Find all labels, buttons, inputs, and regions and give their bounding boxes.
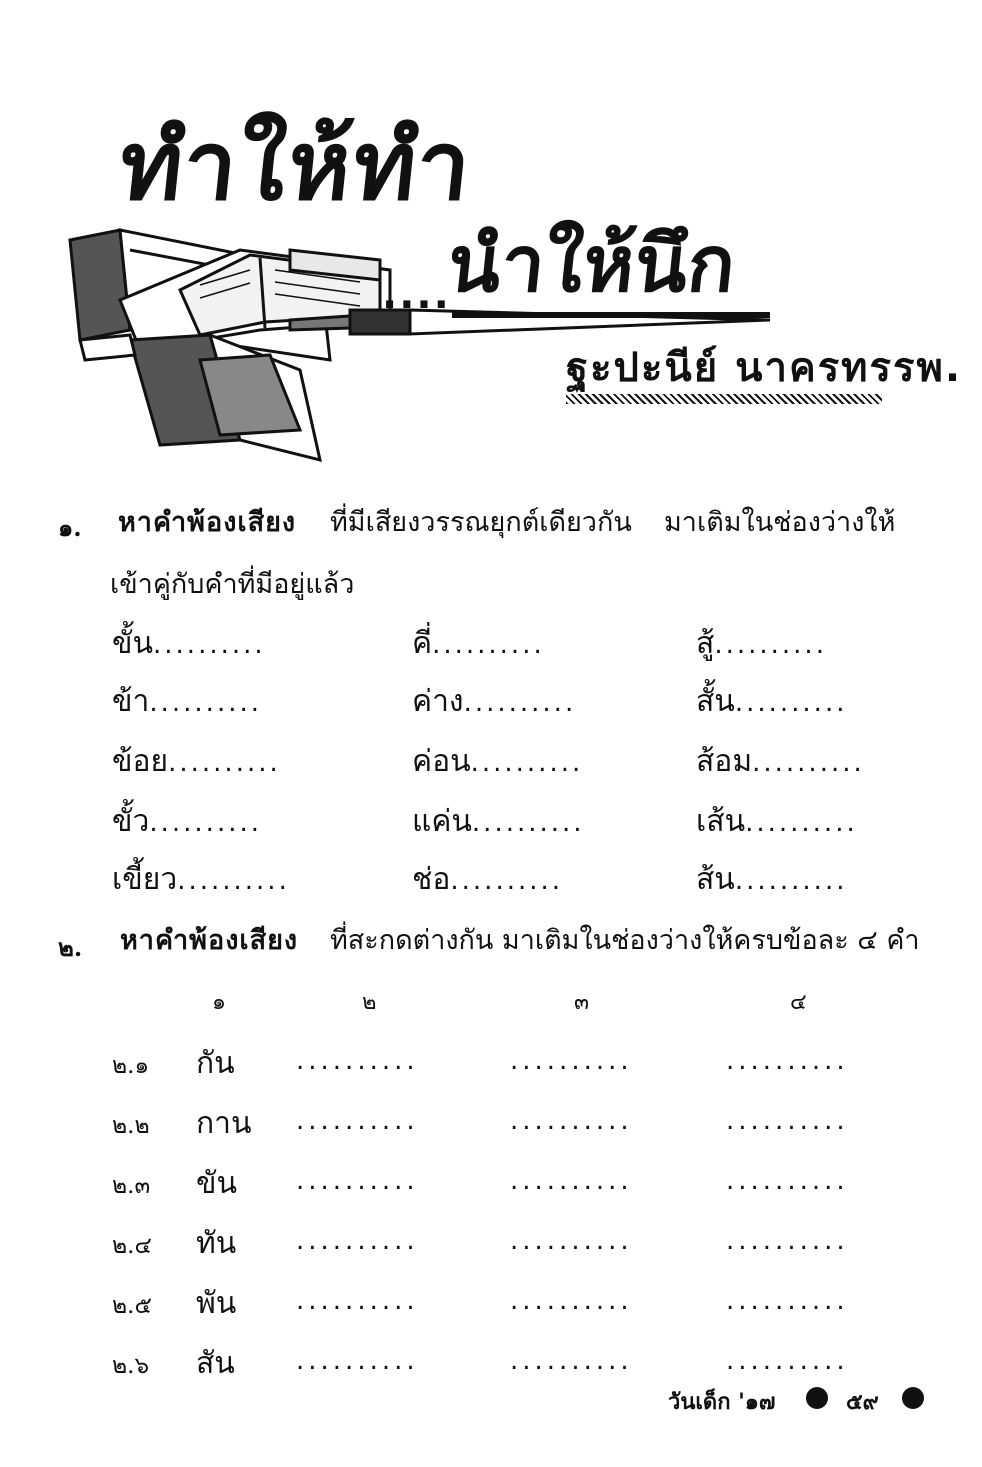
section-2-blank[interactable]: ..........	[296, 1166, 419, 1196]
section-1-number: ๑.	[58, 513, 82, 542]
section-1-cell	[696, 856, 847, 903]
section-1-word: เส้น	[696, 804, 746, 839]
footer-bullet-1	[806, 1387, 828, 1409]
footer-magazine: วันเด็ก '๑๗	[668, 1390, 776, 1415]
section-1-cell	[696, 798, 858, 845]
title-underline	[452, 312, 770, 318]
section-1-word: ค่าง	[412, 684, 464, 719]
section-2-row-word: พัน	[196, 1286, 237, 1321]
section-1-word: ขั้ว	[112, 804, 150, 839]
section-2-blank[interactable]: ..........	[726, 1226, 849, 1256]
section-1-cell	[696, 620, 827, 667]
section-1-word: ขั้น	[112, 626, 154, 661]
section-1-word: เขี้ยว	[112, 862, 178, 897]
section-2-column-header: ๔	[790, 990, 807, 1015]
section-2-row-number: ๒.๕	[112, 1293, 152, 1319]
section-2-heading: หาคำพ้องเสียง	[120, 925, 299, 956]
section-1-word: สู้	[696, 626, 715, 661]
section-1-word: ส้อม	[696, 744, 753, 779]
section-2-row-number: ๒.๑	[112, 1053, 150, 1079]
section-1-blank[interactable]: ..........	[149, 688, 263, 718]
title-line-1: ทำให้ทำ	[114, 110, 479, 222]
section-1-cell	[696, 738, 865, 785]
section-2-blank[interactable]: ..........	[510, 1106, 633, 1136]
section-2-blank[interactable]: ..........	[726, 1046, 849, 1076]
author-hatch-underline	[566, 394, 882, 404]
section-1-text-c: เข้าคู่กับคำที่มีอยู่แล้ว	[110, 569, 355, 600]
section-1-cell	[412, 620, 545, 667]
section-2-row-number: ๒.๓	[112, 1173, 151, 1199]
section-1-cell	[112, 738, 281, 785]
section-2-column-header: ๑	[212, 990, 226, 1015]
section-2-blank[interactable]: ..........	[510, 1046, 633, 1076]
footer-page-number: ๕๙	[846, 1390, 879, 1415]
section-1-text-a: ที่มีเสียงวรรณยุกต์เดียวกัน	[330, 507, 632, 538]
section-1-blank[interactable]: ..........	[734, 866, 848, 896]
section-1-word: ค่อน	[412, 744, 471, 779]
section-1-word: แค่น	[412, 804, 472, 839]
section-1-blank[interactable]: ..........	[463, 688, 577, 718]
section-1-word: ข้า	[112, 684, 150, 719]
section-1-blank[interactable]: ..........	[168, 748, 281, 778]
title-dots: ....	[382, 272, 451, 318]
section-2-row-word: สัน	[196, 1346, 235, 1381]
section-2-blank[interactable]: ..........	[296, 1106, 419, 1136]
section-1-word: ช่อ	[412, 862, 451, 897]
section-1-word: ข้อย	[112, 744, 169, 779]
section-2-number: ๒.	[58, 933, 83, 962]
section-2-row-word: กาน	[196, 1106, 252, 1141]
section-2-blank[interactable]: ..........	[296, 1286, 419, 1316]
section-2-row-word: ขัน	[196, 1166, 238, 1201]
section-2-column-header: ๒	[362, 990, 377, 1015]
section-1-cell	[112, 620, 266, 667]
section-2-blank[interactable]: ..........	[296, 1226, 419, 1256]
section-2-blank[interactable]: ..........	[510, 1166, 633, 1196]
section-1-blank[interactable]: ..........	[752, 748, 865, 778]
section-1-blank[interactable]: ..........	[745, 808, 858, 838]
section-1-word: สั้น	[696, 684, 735, 719]
section-1-blank[interactable]: ..........	[432, 630, 545, 660]
section-1-blank[interactable]: ..........	[153, 630, 266, 660]
section-1-blank[interactable]: ..........	[149, 808, 263, 838]
section-1-cell	[412, 856, 563, 903]
section-1-cell	[112, 678, 262, 725]
section-1-text-b: มาเติมในช่องว่างให้	[664, 507, 896, 538]
title-line-2: นำให้นึก	[443, 220, 740, 310]
section-1-blank[interactable]: ..........	[450, 866, 564, 896]
section-1-blank[interactable]: ..........	[714, 630, 827, 660]
section-1-cell	[412, 798, 585, 845]
section-1-cell	[412, 738, 583, 785]
section-1-word: ส้น	[696, 862, 735, 897]
section-1-word: คี่	[412, 626, 433, 661]
author-name: ฐะปะนีย์ นาครทรรพ.	[566, 345, 963, 391]
section-2-blank[interactable]: ..........	[510, 1346, 633, 1376]
section-2-blank[interactable]: ..........	[510, 1226, 633, 1256]
section-2-row-number: ๒.๔	[112, 1233, 152, 1259]
section-2-column-header: ๓	[574, 990, 590, 1015]
section-2-blank[interactable]: ..........	[726, 1106, 849, 1136]
section-2-row-number: ๒.๖	[112, 1353, 150, 1379]
section-2-blank[interactable]: ..........	[296, 1046, 419, 1076]
section-1-cell	[112, 798, 262, 845]
section-2-row-word: ทัน	[196, 1226, 237, 1261]
footer-bullet-2	[902, 1387, 924, 1409]
section-2-blank[interactable]: ..........	[726, 1286, 849, 1316]
section-1-blank[interactable]: ..........	[471, 808, 585, 838]
section-2-blank[interactable]: ..........	[726, 1166, 849, 1196]
section-2-text: ที่สะกดต่างกัน มาเติมในช่องว่างให้ครบข้อละ ๔ คำ	[330, 925, 920, 956]
section-1-cell	[412, 678, 576, 725]
section-2-row-word: กัน	[196, 1046, 235, 1081]
section-2-blank[interactable]: ..........	[296, 1346, 419, 1376]
section-1-cell	[696, 678, 847, 725]
section-2-row-number: ๒.๒	[112, 1113, 150, 1139]
section-1-blank[interactable]: ..........	[734, 688, 848, 718]
section-1-blank[interactable]: ..........	[470, 748, 584, 778]
section-1-cell	[112, 856, 290, 903]
section-1-heading: หาคำพ้องเสียง	[118, 507, 297, 538]
section-1-blank[interactable]: ..........	[177, 866, 290, 896]
section-2-blank[interactable]: ..........	[726, 1346, 849, 1376]
section-2-blank[interactable]: ..........	[510, 1286, 633, 1316]
